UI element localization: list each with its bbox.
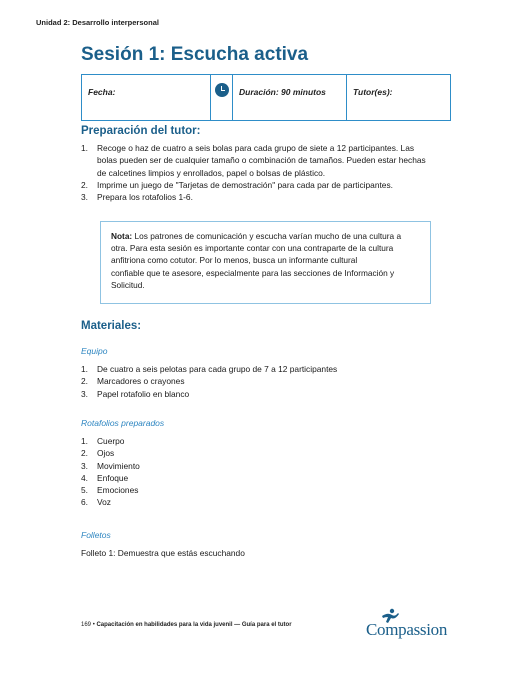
list-number: 1. <box>81 143 88 153</box>
note-line: anfitriona como cotutor. Por lo menos, busca un informante cultural <box>111 255 358 266</box>
list-text-line: de calcetines limpios y enrollados, papel o bolsas de plástico. <box>97 167 326 178</box>
unit-header: Unidad 2: Desarrollo interpersonal <box>36 18 159 27</box>
list-text: Marcadores o crayones <box>97 376 185 387</box>
list-text: Movimiento <box>97 460 140 471</box>
duracion-field: Duración: 90 minutos <box>233 75 347 120</box>
list-text: Papel rotafolio en blanco <box>97 388 190 399</box>
prep-list <box>81 142 441 203</box>
list-item <box>81 447 441 459</box>
list-text-line: Prepara los rotafolios 1-6. <box>97 192 193 203</box>
page-footer <box>81 622 292 628</box>
note-line <box>111 230 420 242</box>
clock-icon <box>215 83 229 97</box>
list-number: 3. <box>81 388 88 399</box>
list-item <box>81 484 441 496</box>
rotafolios-heading: Rotafolios preparados <box>81 418 165 428</box>
list-number: 3. <box>81 192 88 203</box>
footer-title: Capacitación en habilidades para la vida juvenil — Guía para el tutor <box>96 622 292 628</box>
list-text-line: bolas pueden ser de cualquier tamaño o combinación de tamaños. Pueden estar hechas <box>97 155 426 166</box>
list-number: 2. <box>81 376 88 387</box>
fecha-field: Fecha: <box>82 75 211 120</box>
list-text-line: Imprime un juego de "Tarjetas de demostración" para cada par de participantes. <box>97 179 393 190</box>
session-info-table <box>81 74 451 121</box>
list-item <box>81 142 441 179</box>
list-number: 4. <box>81 472 88 483</box>
list-text: De cuatro a seis pelotas para cada grupo de 7 a 12 participantes <box>97 364 338 374</box>
list-item <box>81 472 441 484</box>
list-number: 6. <box>81 497 88 508</box>
note-text: Los patrones de comunicación y escucha varían mucho de una cultura a <box>132 231 402 241</box>
list-item <box>81 496 441 508</box>
logo-wordmark: Compassion <box>366 620 448 639</box>
list-item <box>81 388 441 400</box>
list-item <box>81 179 441 191</box>
list-number: 5. <box>81 485 88 496</box>
list-number: 1. <box>81 436 88 446</box>
list-text: Enfoque <box>97 472 129 483</box>
tutor-field: Tutor(es): <box>353 87 393 97</box>
list-number: 2. <box>81 448 88 459</box>
list-text: Emociones <box>97 485 139 496</box>
list-item <box>81 435 441 447</box>
list-text-line: Recoge o haz de cuatro a seis bolas para cada grupo de siete a 12 participantes. Las <box>97 143 415 153</box>
page-title: Sesión 1: Escucha activa <box>81 44 309 65</box>
folletos-heading: Folletos <box>81 530 111 540</box>
note-line: Solicitud. <box>111 279 145 290</box>
list-number: 3. <box>81 460 88 471</box>
list-item <box>81 191 441 203</box>
equipo-heading: Equipo <box>81 346 108 356</box>
materials-heading: Materiales: <box>81 320 142 332</box>
page-number: 169 <box>81 622 92 628</box>
list-text: Cuerpo <box>97 436 125 446</box>
list-number: 2. <box>81 179 88 190</box>
prep-heading: Preparación del tutor: <box>81 125 201 137</box>
equipo-list <box>81 363 441 400</box>
note-line: otra. Para esta sesión es importante contar con una contraparte de la cultura <box>111 243 394 254</box>
note-box <box>100 221 431 304</box>
list-text: Ojos <box>97 448 115 459</box>
folleto-text: Folleto 1: Demuestra que estás escuchando <box>81 548 245 558</box>
list-text: Voz <box>97 497 111 508</box>
list-item <box>81 375 441 387</box>
note-line: confiable que te asesore, especialmente para las secciones de Información y <box>111 267 395 278</box>
note-label: Nota: <box>111 231 133 241</box>
list-number: 1. <box>81 364 88 374</box>
clock-icon-cell <box>211 75 233 120</box>
list-item <box>81 460 441 472</box>
list-item <box>81 363 441 375</box>
rotafolios-list <box>81 435 441 509</box>
footer-bullet: • <box>92 622 95 628</box>
compassion-logo <box>366 608 466 642</box>
